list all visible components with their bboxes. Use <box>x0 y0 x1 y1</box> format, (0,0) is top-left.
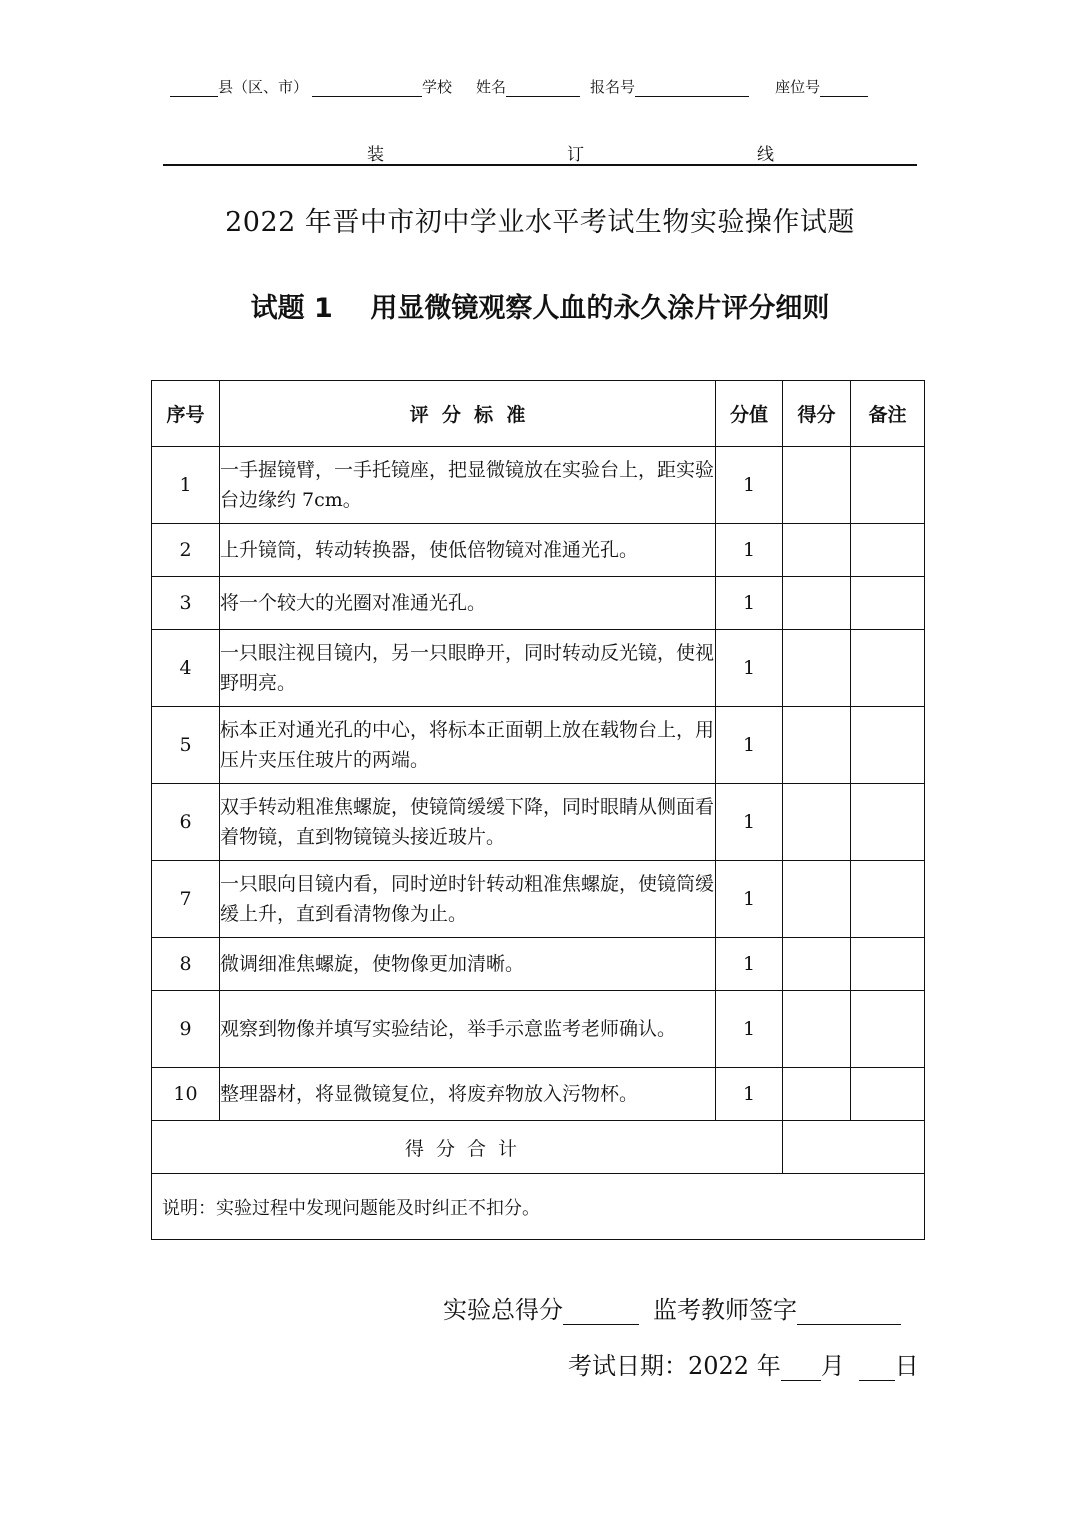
row-value: 1 <box>716 861 783 938</box>
footer-date-line <box>568 1346 919 1381</box>
row-note-cell[interactable] <box>851 577 925 630</box>
note-row <box>152 1174 925 1240</box>
row-score-cell[interactable] <box>783 630 851 707</box>
table-row <box>152 447 925 524</box>
scoring-table <box>151 380 925 1240</box>
footer-signature-line <box>443 1290 901 1325</box>
table-row <box>152 1068 925 1121</box>
row-no: 9 <box>152 991 220 1068</box>
row-value: 1 <box>716 447 783 524</box>
county-blank[interactable] <box>170 78 218 97</box>
row-no: 2 <box>152 524 220 577</box>
row-criteria: 微调细准焦螺旋，使物像更加清晰。 <box>220 938 716 991</box>
page-title: 2022 年晋中市初中学业水平考试生物实验操作试题 <box>225 207 855 238</box>
header-note: 备注 <box>851 381 925 447</box>
row-note-cell[interactable] <box>851 707 925 784</box>
name-blank[interactable] <box>506 78 580 97</box>
seat-no-label: 座位号 <box>775 78 821 96</box>
row-criteria: 将一个较大的光圈对准通光孔。 <box>220 577 716 630</box>
county-label: 县（区、市） <box>218 78 309 96</box>
row-score-cell[interactable] <box>783 447 851 524</box>
month-label: 月 <box>820 1352 845 1380</box>
row-score-cell[interactable] <box>783 524 851 577</box>
row-criteria: 上升镜筒，转动转换器，使低倍物镜对准通光孔。 <box>220 524 716 577</box>
row-score-cell[interactable] <box>783 1068 851 1121</box>
row-criteria: 一只眼注视目镜内，另一只眼睁开，同时转动反光镜，使视野明亮。 <box>220 630 716 707</box>
table-header-row <box>152 381 925 447</box>
table-row <box>152 524 925 577</box>
row-no: 1 <box>152 447 220 524</box>
row-criteria: 整理器材，将显微镜复位，将废弃物放入污物杯。 <box>220 1068 716 1121</box>
row-note-cell[interactable] <box>851 784 925 861</box>
table-row <box>152 938 925 991</box>
binding-char-zhuang: 装 <box>367 145 384 165</box>
row-note-cell[interactable] <box>851 938 925 991</box>
teacher-sign-label: 监考教师签字 <box>653 1296 797 1324</box>
page-subtitle: 试题 1 用显微镜观察人血的永久涂片评分细则 <box>250 293 830 324</box>
student-info-header <box>170 76 930 100</box>
day-label: 日 <box>894 1352 919 1380</box>
seat-no-blank[interactable] <box>820 78 868 97</box>
month-blank[interactable] <box>781 1356 821 1381</box>
reg-no-label: 报名号 <box>590 78 636 96</box>
row-no: 6 <box>152 784 220 861</box>
table-note: 说明：实验过程中发现问题能及时纠正不扣分。 <box>152 1174 925 1240</box>
total-row <box>152 1121 925 1174</box>
row-note-cell[interactable] <box>851 861 925 938</box>
row-no: 3 <box>152 577 220 630</box>
row-criteria: 观察到物像并填写实验结论，举手示意监考老师确认。 <box>220 991 716 1068</box>
table-row <box>152 784 925 861</box>
row-no: 8 <box>152 938 220 991</box>
exam-date-label: 考试日期：2022 年 <box>568 1352 781 1380</box>
table-row <box>152 707 925 784</box>
row-value: 1 <box>716 938 783 991</box>
row-note-cell[interactable] <box>851 447 925 524</box>
binding-char-xian: 线 <box>757 145 774 165</box>
header-score: 得分 <box>783 381 851 447</box>
row-value: 1 <box>716 630 783 707</box>
row-value: 1 <box>716 991 783 1068</box>
row-score-cell[interactable] <box>783 707 851 784</box>
table-row <box>152 630 925 707</box>
row-score-cell[interactable] <box>783 784 851 861</box>
name-label: 姓名 <box>476 78 507 96</box>
row-note-cell[interactable] <box>851 991 925 1068</box>
header-criteria: 评 分 标 准 <box>220 381 716 447</box>
row-note-cell[interactable] <box>851 630 925 707</box>
table-row <box>152 991 925 1068</box>
row-value: 1 <box>716 577 783 630</box>
row-score-cell[interactable] <box>783 577 851 630</box>
row-value: 1 <box>716 1068 783 1121</box>
total-label: 得分合计 <box>152 1121 783 1174</box>
row-no: 5 <box>152 707 220 784</box>
day-blank[interactable] <box>859 1356 895 1381</box>
row-criteria: 一手握镜臂，一手托镜座，把显微镜放在实验台上，距实验台边缘约 7cm。 <box>220 447 716 524</box>
binding-solid-rule <box>163 164 917 166</box>
row-score-cell[interactable] <box>783 861 851 938</box>
row-score-cell[interactable] <box>783 991 851 1068</box>
header-value: 分值 <box>716 381 783 447</box>
row-no: 7 <box>152 861 220 938</box>
binding-line <box>163 138 917 166</box>
row-note-cell[interactable] <box>851 1068 925 1121</box>
table-row <box>152 861 925 938</box>
total-score-blank[interactable] <box>563 1300 639 1325</box>
school-blank[interactable] <box>312 78 422 97</box>
row-no: 4 <box>152 630 220 707</box>
school-label: 学校 <box>422 78 453 96</box>
total-score-cell[interactable] <box>783 1121 925 1174</box>
row-criteria: 双手转动粗准焦螺旋，使镜筒缓缓下降，同时眼睛从侧面看着物镜，直到物镜镜头接近玻片。 <box>220 784 716 861</box>
row-score-cell[interactable] <box>783 938 851 991</box>
row-note-cell[interactable] <box>851 524 925 577</box>
total-score-label: 实验总得分 <box>443 1296 563 1324</box>
row-no: 10 <box>152 1068 220 1121</box>
header-no: 序号 <box>152 381 220 447</box>
row-value: 1 <box>716 707 783 784</box>
row-criteria: 一只眼向目镜内看，同时逆时针转动粗准焦螺旋，使镜筒缓缓上升，直到看清物像为止。 <box>220 861 716 938</box>
row-criteria: 标本正对通光孔的中心，将标本正面朝上放在载物台上，用压片夹压住玻片的两端。 <box>220 707 716 784</box>
table-row <box>152 577 925 630</box>
row-value: 1 <box>716 784 783 861</box>
binding-char-ding: 订 <box>567 145 584 165</box>
teacher-sign-blank[interactable] <box>797 1300 901 1325</box>
reg-no-blank[interactable] <box>635 78 749 97</box>
row-value: 1 <box>716 524 783 577</box>
